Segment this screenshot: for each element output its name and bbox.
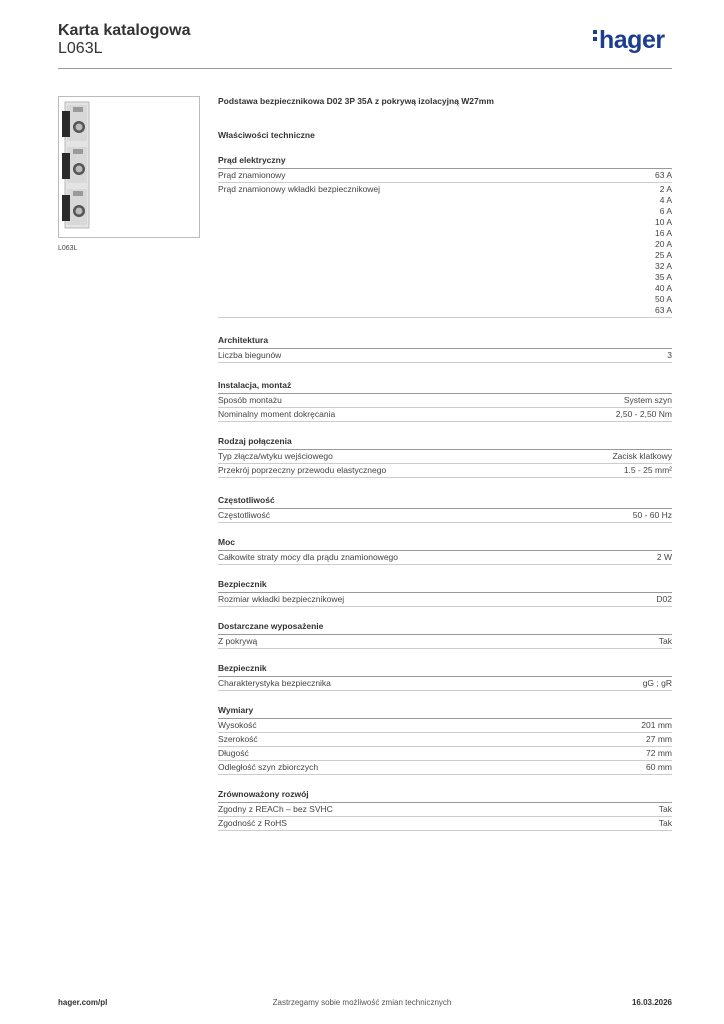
property-value-item: D02 (656, 594, 672, 604)
property-label: Prąd znamionowy (218, 170, 286, 180)
property-value-item: 2 W (656, 552, 672, 562)
footer-website[interactable]: hager.com/pl (58, 998, 108, 1007)
property-value (655, 170, 672, 181)
hager-logo (593, 28, 665, 53)
logo-text: hager (599, 26, 665, 54)
technical-content (218, 96, 672, 831)
property-value (612, 451, 672, 462)
group-heading: Dostarczane wyposażenie (218, 621, 672, 635)
property-value (643, 678, 672, 689)
property-label: Z pokrywą (218, 636, 258, 646)
property-value-item: gG ; gR (642, 678, 672, 688)
property-group (218, 579, 672, 607)
property-label: Zgodność z RoHS (218, 818, 287, 828)
property-group (218, 495, 672, 523)
property-value-item: 72 mm (646, 748, 672, 758)
property-value-item: 1.5 - 25 mm² (623, 465, 672, 475)
footer-date: 16.03.2026 (631, 998, 672, 1007)
product-image (58, 96, 200, 238)
property-group (218, 380, 672, 422)
property-row (218, 509, 672, 523)
property-value (624, 465, 672, 476)
property-row (218, 761, 672, 775)
property-row (218, 733, 672, 747)
property-row (218, 817, 672, 831)
property-value (659, 804, 672, 815)
property-value-item: 10 A (654, 217, 672, 227)
property-row (218, 803, 672, 817)
group-heading: Częstotliwość (218, 495, 672, 509)
group-heading: Rodzaj połączenia (218, 436, 672, 450)
property-row (218, 747, 672, 761)
property-value-item: 63 A (654, 170, 672, 180)
property-row (218, 169, 672, 183)
property-row (218, 551, 672, 565)
property-row (218, 593, 672, 607)
property-value (655, 184, 672, 316)
property-row (218, 394, 672, 408)
property-value-item: 50 A (654, 294, 672, 304)
document-title: Karta katalogowa (58, 22, 191, 39)
property-row (218, 635, 672, 649)
property-value-item: Tak (658, 818, 672, 828)
property-group (218, 335, 672, 363)
property-value-item: 4 A (659, 195, 672, 205)
property-value-item: 50 - 60 Hz (632, 510, 672, 520)
property-value-item: 2,50 - 2,50 Nm (615, 409, 672, 419)
property-value-item: 16 A (654, 228, 672, 238)
property-value-item: 6 A (659, 206, 672, 216)
property-label: Częstotliwość (218, 510, 270, 520)
group-heading: Instalacja, montaż (218, 380, 672, 394)
property-label: Zgodny z REACh – bez SVHC (218, 804, 333, 814)
property-label: Przekrój poprzeczny przewodu elastycznego (218, 465, 387, 475)
property-value (656, 594, 672, 605)
property-value (624, 395, 672, 406)
property-group (218, 155, 672, 318)
property-row (218, 450, 672, 464)
group-heading: Zrównoważony rozwój (218, 789, 672, 803)
property-value (659, 818, 672, 829)
property-label: Nominalny moment dokręcania (218, 409, 336, 419)
property-group (218, 537, 672, 565)
property-value (633, 510, 672, 521)
property-label: Charakterystyka bezpiecznika (218, 678, 331, 688)
property-value (657, 552, 672, 563)
property-group (218, 436, 672, 478)
property-value-item: 27 mm (646, 734, 672, 744)
product-image-caption: L063L (58, 245, 78, 252)
property-row (218, 349, 672, 363)
property-value-item: 35 A (654, 272, 672, 282)
property-group (218, 621, 672, 649)
product-title: Podstawa bezpiecznikowa D02 3P 35A z pokrywą izolacyjną W27mm (218, 96, 494, 106)
property-label: Prąd znamionowy wkładki bezpiecznikowej (218, 184, 381, 194)
property-value (659, 636, 672, 647)
property-label: Liczba biegunów (218, 350, 282, 360)
property-row (218, 464, 672, 478)
property-value-item: System szyn (623, 395, 672, 405)
property-label: Odległość szyn zbiorczych (218, 762, 319, 772)
property-value-item: 40 A (654, 283, 672, 293)
group-heading: Architektura (218, 335, 672, 349)
product-code: L063L (58, 40, 103, 57)
group-heading: Prąd elektryczny (218, 155, 672, 169)
technical-properties-heading: Właściwości techniczne (218, 130, 315, 140)
property-row (218, 408, 672, 422)
property-group (218, 705, 672, 775)
group-heading: Moc (218, 537, 672, 551)
property-row (218, 719, 672, 733)
property-value-item: 2 A (659, 184, 672, 194)
property-value (667, 350, 672, 361)
property-row (218, 183, 672, 318)
property-value (616, 409, 672, 420)
property-value-item: 32 A (654, 261, 672, 271)
property-value-item: 60 mm (646, 762, 672, 772)
property-value (646, 748, 672, 759)
property-label: Rozmiar wkładki bezpiecznikowej (218, 594, 345, 604)
property-value (641, 720, 672, 731)
header-divider (58, 68, 672, 69)
property-value-item: 25 A (654, 250, 672, 260)
property-label: Typ złącza/wtyku wejściowego (218, 451, 333, 461)
property-row (218, 677, 672, 691)
property-groups (218, 155, 672, 831)
property-value-item: 3 (667, 350, 672, 360)
property-label: Wysokość (218, 720, 257, 730)
property-value-item: Tak (658, 636, 672, 646)
property-value-item: Zacisk klatkowy (612, 451, 672, 461)
fuse-base-image (59, 97, 199, 237)
group-heading: Bezpiecznik (218, 663, 672, 677)
property-value-item: 201 mm (641, 720, 672, 730)
property-label: Sposób montażu (218, 395, 282, 405)
property-value (646, 762, 672, 773)
group-heading: Wymiary (218, 705, 672, 719)
property-group (218, 789, 672, 831)
property-value-item: Tak (658, 804, 672, 814)
property-value (646, 734, 672, 745)
property-value-item: 20 A (654, 239, 672, 249)
property-label: Długość (218, 748, 249, 758)
property-label: Szerokość (218, 734, 258, 744)
footer-disclaimer: Zastrzegamy sobie możliwość zmian technicznych (272, 998, 452, 1007)
property-group (218, 663, 672, 691)
group-heading: Bezpiecznik (218, 579, 672, 593)
property-label: Całkowite straty mocy dla prądu znamionowego (218, 552, 399, 562)
property-value-item: 63 A (654, 305, 672, 315)
